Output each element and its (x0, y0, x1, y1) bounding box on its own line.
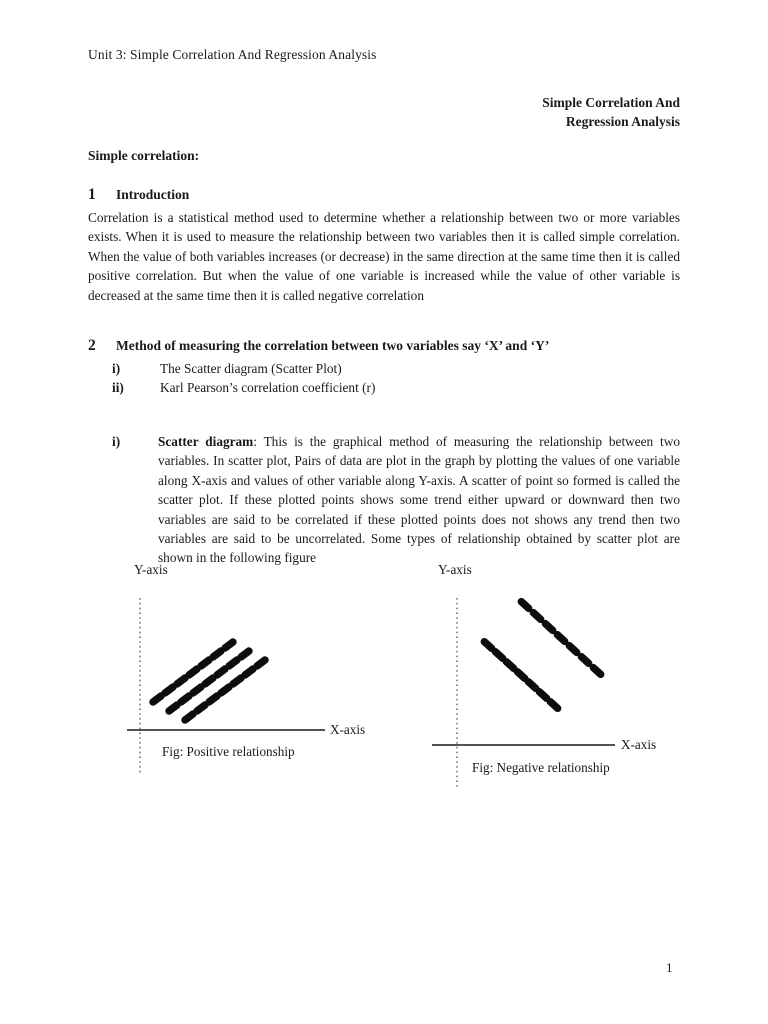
scatter-block-body: : This is the graphical method of measuring the relationship between two variables. In scatter plot, Pairs of data are plot in the graph by plotting the values of one variable along X-axis and values of other variable along Y-axis. A scatter of point so formed is called the scatter plot. If these plotted points shows some trend either upward or downward then two variables are said to be correlated if these plotted points does not shows any trend then two variables are said to be uncorrelated. Some types of relationship obtained by scatter plot are shown in the following figure (158, 434, 681, 566)
scatter-dash (197, 705, 205, 711)
scatter-dash (189, 669, 197, 675)
y-axis-label: Y-axis (438, 562, 472, 577)
section-2-heading (88, 336, 549, 355)
simple-correlation-subheading: Simple correlation: (88, 148, 200, 163)
scatter-dash (257, 660, 265, 666)
scatter-dash (185, 714, 193, 720)
scatter-dash (221, 687, 229, 693)
scatter-dash (539, 692, 546, 699)
x-axis-label: X-axis (621, 737, 657, 752)
figure-positive-relationship (122, 562, 366, 777)
section-1-body: Correlation is a statistical method used to determine whether a relationship between two or more variables exists. When it is used to measure the relationship between two variables then it is called simple correlation. When the value of both variables increases (or decrease) in the same direction at the same time then it is called positive correlation. But when the value of one variable is increased while the value of other variable is decreased at the same time then it is called negative correlation (88, 210, 680, 303)
list-item-label: The Scatter diagram (Scatter Plot) (160, 361, 342, 376)
y-axis-label: Y-axis (134, 562, 168, 577)
scatter-dash (217, 669, 225, 675)
section-1-title: Introduction (116, 187, 190, 202)
scatter-block-lead-in: Scatter diagram (158, 434, 254, 449)
scatter-dash (495, 652, 502, 659)
negative-scatter-plot (426, 562, 686, 792)
document-title-line-2: Regression Analysis (565, 113, 680, 129)
scatter-dash (209, 696, 217, 702)
scatter-dash (229, 660, 237, 666)
running-head: Unit 3: Simple Correlation And Regression Analysis (88, 47, 377, 62)
section-2-number: 2 (88, 337, 96, 354)
scatter-dash (506, 662, 513, 669)
page-number: 1 (666, 960, 673, 975)
positive-scatter-plot (122, 562, 362, 777)
positive-trend-dashes (153, 642, 265, 720)
scatter-dash (205, 678, 213, 684)
scatter-dash (521, 602, 528, 609)
list-item-label: Karl Pearson’s correlation coefficient (r) (160, 380, 376, 396)
list-item-marker: i) (112, 361, 121, 376)
scatter-dash (153, 696, 161, 702)
list-item (112, 359, 672, 378)
scatter-dash (528, 682, 535, 689)
list-item (112, 378, 672, 397)
scatter-block-text (158, 432, 680, 568)
x-axis-label: X-axis (330, 722, 366, 737)
scatter-dash (233, 678, 241, 684)
scatter-dash (517, 672, 524, 679)
scatter-dash (245, 669, 253, 675)
scatter-diagram-block (112, 432, 680, 568)
scatter-dash (484, 642, 491, 649)
scatter-dash (225, 642, 233, 648)
negative-trend-dashes (484, 602, 600, 709)
scatter-dash (569, 646, 576, 653)
scatter-dash (181, 696, 189, 702)
section-2-title: Method of measuring the correlation between two variables say ‘X’ and ‘Y’ (116, 338, 550, 353)
section-1-heading (88, 185, 189, 204)
scatter-dash (177, 678, 185, 684)
list-item-marker: ii) (112, 380, 124, 396)
figure-caption: Fig: Negative relationship (472, 760, 610, 775)
scatter-dash (545, 624, 552, 631)
scatter-dash (550, 702, 557, 709)
scatter-dash (169, 705, 177, 711)
scatter-dash (241, 651, 249, 657)
document-title-line-1: Simple Correlation And (542, 95, 680, 110)
scatter-dash (533, 613, 540, 620)
scatter-dash (557, 635, 564, 642)
scatter-dash (213, 651, 221, 657)
scatter-dash (193, 687, 201, 693)
section-1-number: 1 (88, 186, 96, 203)
method-list (112, 359, 672, 398)
scatter-dash (165, 687, 173, 693)
scatter-block-marker: i) (112, 434, 121, 449)
figure-caption: Fig: Positive relationship (162, 744, 295, 759)
scatter-dash (201, 660, 209, 666)
scatter-dash (593, 668, 600, 675)
document-title (260, 94, 680, 131)
scatter-dash (581, 657, 588, 664)
figure-negative-relationship (426, 562, 686, 792)
